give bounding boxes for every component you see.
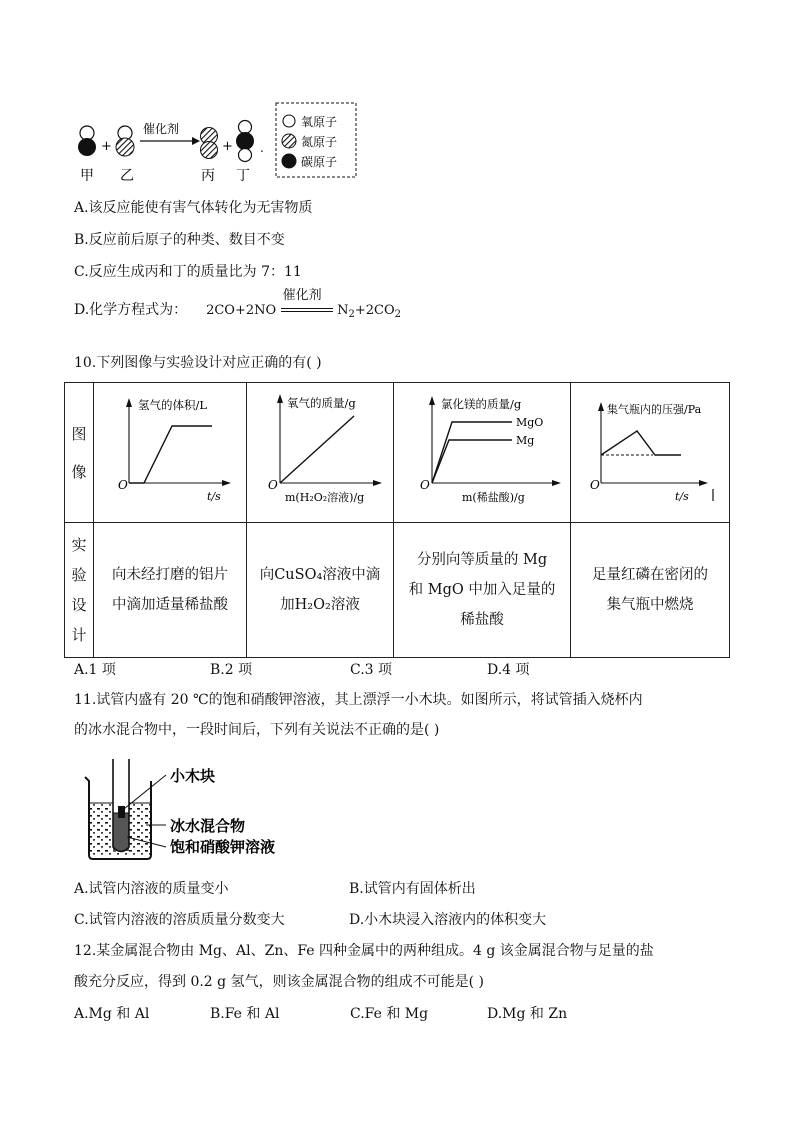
atom-legend [276, 103, 356, 177]
label-kno3-solution: 饱和硝酸钾溶液 [170, 838, 276, 856]
molecule-yi [116, 126, 134, 156]
graph4-xlabel: t/s [675, 490, 689, 503]
q11-option-d: D.小木块浸入溶液内的体积变大 [349, 912, 547, 928]
graph2-origin: O [268, 478, 278, 492]
equation-catalyst-label: 催化剂 [282, 288, 322, 303]
graph1-ylabel: 氢气的体积/L [138, 398, 208, 412]
q12-stem-line2: 酸充分反应，得到 0.2 g 氢气，则该金属混合物的组成不可能是( ) [74, 974, 484, 990]
molecule-bing [201, 128, 218, 159]
graph3-xlabel: m(稀盐酸)/g [462, 491, 525, 504]
pressure-curve [601, 431, 681, 455]
oxygen-line [280, 416, 354, 483]
q10-table [64, 382, 730, 658]
q12-option-d: D.Mg 和 Zn [487, 1006, 568, 1022]
molecule-jia [78, 126, 96, 156]
graph3-origin: O [420, 478, 430, 492]
label-jia: 甲 [80, 168, 94, 184]
graph4-ylabel: 集气瓶内的压强/Pa [607, 403, 702, 416]
graph-bottle-pressure [571, 383, 729, 522]
experiment-4: 足量红磷在密闭的 集气瓶中燃烧 [571, 523, 730, 658]
q9-option-d [74, 288, 401, 325]
experiment-1: 向未经打磨的铝片 中滴加适量稀盐酸 [94, 523, 247, 658]
equation-products: $N_2+2CO_2$ [337, 303, 401, 320]
diagram-dot: . [260, 141, 264, 155]
graph1-origin: O [118, 478, 128, 492]
plus-sign-1: + [101, 139, 112, 154]
label-bing: 丙 [201, 168, 215, 184]
row-header-experiment: 实验设计 [65, 523, 94, 658]
graph-oxygen-mass [247, 383, 393, 522]
series-label-mg: Mg [516, 434, 535, 447]
q12-option-c: C.Fe 和 Mg [350, 1006, 429, 1022]
wood-block [118, 806, 125, 818]
experiment-2: 向CuSO₄溶液中滴 加H₂O₂溶液 [247, 523, 394, 658]
test-tube [113, 759, 129, 852]
graph2-xlabel: m(H₂O₂溶液)/g [285, 491, 365, 504]
graph-cell-3 [394, 383, 571, 523]
q11-option-a: A.试管内溶液的质量变小 [74, 881, 229, 897]
legend-nitrogen: 氮原子 [301, 135, 338, 149]
graph4-origin: O [590, 478, 600, 492]
q9-option-d-prefix: D.化学方程式为： [74, 302, 188, 318]
q9-option-c: C.反应生成丙和丁的质量比为 7：11 [74, 264, 302, 280]
q12-option-b: B.Fe 和 Al [210, 1006, 280, 1022]
beaker-figure [80, 757, 320, 867]
molecule-ding [236, 121, 254, 162]
q10-option-a: A.1 项 [74, 662, 116, 678]
label-wood-block: 小木块 [170, 767, 216, 785]
q10-option-d: D.4 项 [487, 662, 530, 678]
q11-option-c: C.试管内溶液的溶质质量分数变大 [74, 912, 285, 928]
label-yi: 乙 [120, 168, 134, 184]
reaction-diagram [70, 100, 370, 186]
legend-oxygen: 氧原子 [301, 115, 338, 129]
q10-option-b: B.2 项 [210, 662, 253, 678]
legend-carbon: 碳原子 [301, 155, 338, 169]
q10-option-c: C.3 项 [350, 662, 393, 678]
graph2-ylabel: 氧气的质量/g [287, 396, 356, 410]
graph-cell-2 [247, 383, 394, 523]
q12-stem-line1: 12.某金属混合物由 Mg、Al、Zn、Fe 四种金属中的两种组成。4 g 该金属混合物与足量的盐 [74, 943, 654, 959]
label-ding: 丁 [236, 168, 250, 184]
equation-catalyst-sign [281, 288, 333, 320]
q11-stem-line1: 11.试管内盛有 20 ℃的饱和硝酸钾溶液，其上漂浮一小木块。如图所示，将试管插入烧杯内 [74, 692, 643, 708]
catalyst-label: 催化剂 [143, 122, 180, 136]
q10-stem: 10.下列图像与实验设计对应正确的有( ) [74, 355, 322, 371]
graph-hydrogen-volume [94, 383, 246, 522]
graph-cell-1 [94, 383, 247, 523]
equation-reactants: 2CO+2NO [206, 303, 277, 318]
experiment-3: 分别向等质量的 Mg 和 MgO 中加入足量的 稀盐酸 [394, 523, 571, 658]
row-header-graph: 图像 [65, 383, 94, 523]
q11-option-b: B.试管内有固体析出 [349, 881, 476, 897]
series-label-mgo: MgO [516, 416, 544, 429]
plus-sign-2: + [222, 139, 233, 154]
q12-option-a: A.Mg 和 Al [74, 1006, 150, 1022]
graph1-xlabel: t/s [207, 490, 221, 503]
hydrogen-curve [129, 426, 212, 483]
q9-option-a: A.该反应能使有害气体转化为无害物质 [74, 200, 313, 216]
label-ice-water: 冰水混合物 [170, 817, 246, 835]
q9-option-b: B.反应前后原子的种类、数目不变 [74, 232, 285, 248]
graph3-ylabel: 氯化镁的质量/g [441, 397, 522, 411]
graph-magnesium-chloride-mass [394, 383, 570, 522]
q11-stem-line2: 的冰水混合物中，一段时间后，下列有关说法不正确的是( ) [74, 722, 440, 738]
graph-cell-4 [571, 383, 730, 523]
